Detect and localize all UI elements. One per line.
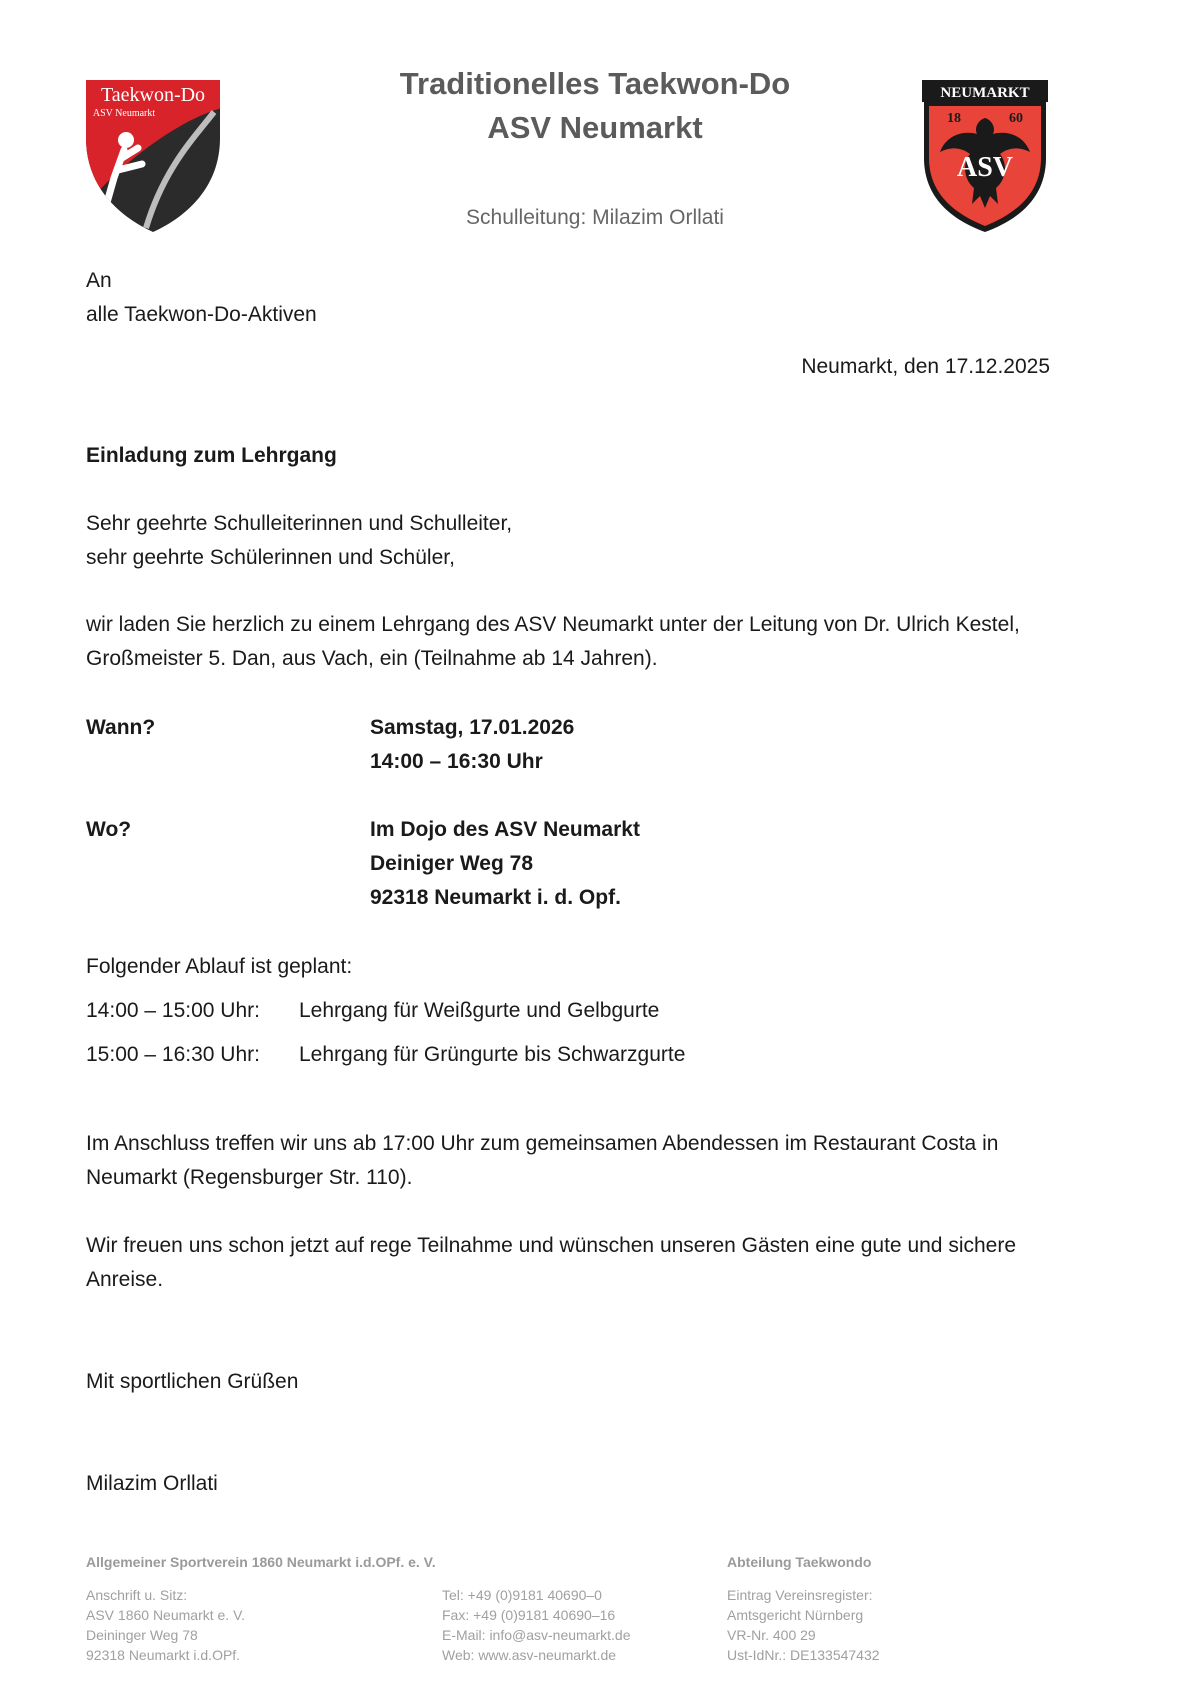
logo-text-asv: ASV Neumarkt xyxy=(92,108,156,119)
footer-address-line: Deininger Weg 78 xyxy=(86,1627,198,1643)
when-label: Wann? xyxy=(86,716,156,739)
crest-text-neumarkt: NEUMARKT xyxy=(940,85,1030,101)
footer-fax: Fax: +49 (0)9181 40690–16 xyxy=(442,1607,616,1623)
footer-phone: Tel: +49 (0)9181 40690–0 xyxy=(442,1587,602,1603)
footer-registry xyxy=(727,1585,880,1665)
crest-year-right: 60 xyxy=(1009,111,1023,126)
when-date: Samstag, 17.01.2026 xyxy=(370,716,575,739)
school-director: Schulleitung: Milazim Orllati xyxy=(466,206,724,229)
schedule-time-1: 14:00 – 15:00 Uhr: xyxy=(86,999,260,1022)
footer-web[interactable]: Web: www.asv-neumarkt.de xyxy=(442,1647,617,1663)
closing-line-2: Anreise. xyxy=(86,1268,164,1291)
followup-line-2: Neumarkt (Regensburger Str. 110). xyxy=(86,1166,413,1189)
schedule-desc-1: Lehrgang für Weißgurte und Gelbgurte xyxy=(299,999,660,1022)
greeting: Mit sportlichen Grüßen xyxy=(86,1370,299,1393)
intro-line-2: Großmeister 5. Dan, aus Vach, ein (Teilnahme ab 14 Jahren). xyxy=(86,647,658,670)
when-time: 14:00 – 16:30 Uhr xyxy=(370,750,543,773)
recipient-line-2: alle Taekwon-Do-Aktiven xyxy=(86,303,317,326)
where-line-2: Deiniger Weg 78 xyxy=(370,852,533,875)
footer-address-line: ASV 1860 Neumarkt e. V. xyxy=(86,1607,246,1623)
salutation xyxy=(86,507,512,575)
footer-address-line: 92318 Neumarkt i.d.OPf. xyxy=(86,1647,241,1663)
footer-registry-line: VR-Nr. 400 29 xyxy=(727,1627,816,1643)
schedule-time-2: 15:00 – 16:30 Uhr: xyxy=(86,1043,260,1066)
followup-paragraph xyxy=(86,1127,1096,1195)
followup-line-1: Im Anschluss treffen wir uns ab 17:00 Uhr zum gemeinsamen Abendessen im Restaurant Costa in xyxy=(86,1132,999,1155)
when-value xyxy=(370,711,574,779)
closing-line-1: Wir freuen uns schon jetzt auf rege Teilnahme und wünschen unseren Gästen eine gute und sichere xyxy=(86,1234,1017,1257)
letter-date: Neumarkt, den 17.12.2025 xyxy=(801,355,1050,378)
salutation-line-1: Sehr geehrte Schulleiterinnen und Schulleiter, xyxy=(86,512,513,535)
letter-subject: Einladung zum Lehrgang xyxy=(86,444,337,467)
crest-year-left: 18 xyxy=(947,111,961,126)
signature: Milazim Orllati xyxy=(86,1472,218,1495)
where-value xyxy=(370,813,640,915)
footer-contact xyxy=(442,1585,631,1665)
footer-address xyxy=(86,1585,245,1665)
closing-paragraph xyxy=(86,1229,1096,1297)
title-line-1: Traditionelles Taekwon-Do xyxy=(399,66,791,101)
where-label: Wo? xyxy=(86,818,132,841)
where-line-3: 92318 Neumarkt i. d. Opf. xyxy=(370,886,621,909)
title-line-2: ASV Neumarkt xyxy=(487,110,703,145)
schedule-desc-2: Lehrgang für Grüngurte bis Schwarzgurte xyxy=(299,1043,686,1066)
intro-line-1: wir laden Sie herzlich zu einem Lehrgang des ASV Neumarkt unter der Leitung von Dr. Ulrich Kestel, xyxy=(86,613,1020,636)
footer-registry-line: Eintrag Vereinsregister: xyxy=(727,1587,873,1603)
asv-neumarkt-crest xyxy=(922,80,1048,234)
schedule-intro: Folgender Ablauf ist geplant: xyxy=(86,955,353,978)
logo-text-taekwondo: Taekwon-Do xyxy=(100,84,206,106)
where-line-1: Im Dojo des ASV Neumarkt xyxy=(370,818,640,841)
footer-org-name: Allgemeiner Sportverein 1860 Neumarkt i.d.OPf. e. V. xyxy=(86,1554,436,1570)
footer-address-line: Anschrift u. Sitz: xyxy=(86,1587,188,1603)
recipient-line-1: An xyxy=(86,269,112,292)
footer-registry-line: Ust-IdNr.: DE133547432 xyxy=(727,1647,880,1663)
footer-email[interactable]: E-Mail: info@asv-neumarkt.de xyxy=(442,1627,631,1643)
recipient-block xyxy=(86,264,317,332)
footer-registry-line: Amtsgericht Nürnberg xyxy=(727,1607,864,1623)
intro-paragraph xyxy=(86,608,1086,676)
salutation-line-2: sehr geehrte Schülerinnen und Schüler, xyxy=(86,546,455,569)
footer-department: Abteilung Taekwondo xyxy=(727,1554,872,1570)
crest-text-asv: ASV xyxy=(956,152,1014,183)
